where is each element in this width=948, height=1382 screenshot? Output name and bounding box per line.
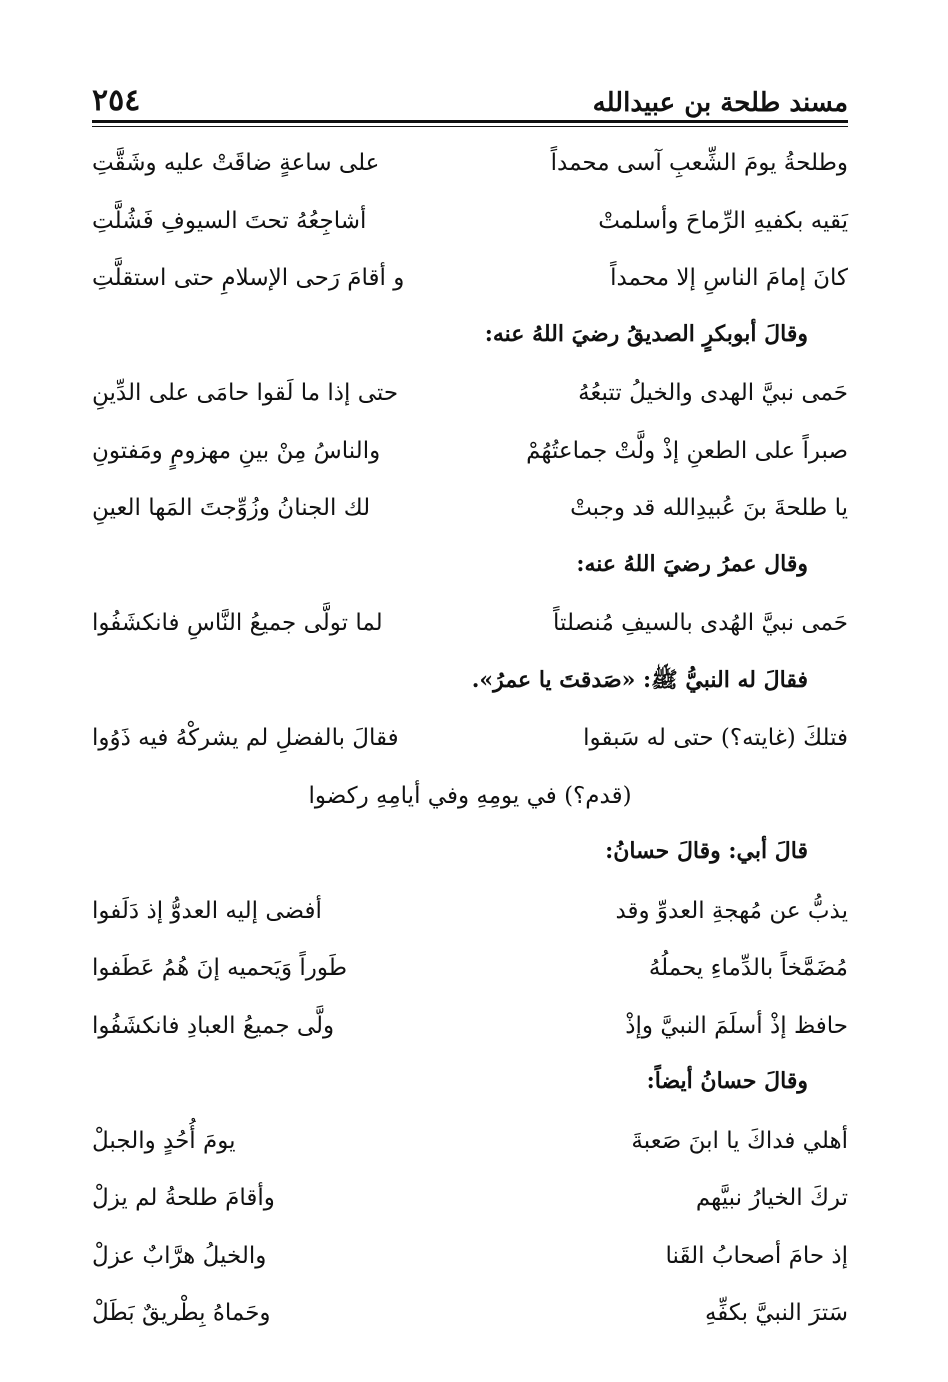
verse-first-hemistich: مُضَمَّخاً بالدِّماءِ يحملُهُ — [648, 955, 848, 981]
verse-first-hemistich: صبراً على الطعنِ إذْ ولَّتْ جماعتُهُمْ — [526, 437, 848, 464]
verse-second-hemistich: وحَماهُ بِطْريقٌ بَطَلْ — [92, 1300, 271, 1326]
verse-second-hemistich: يومَ أُحُدٍ والجبلْ — [92, 1127, 236, 1154]
centered-text: (قدم؟) في يومِهِ وفي أيامِهِ ركضوا — [308, 782, 632, 809]
centered-line — [92, 765, 848, 823]
verse-line — [92, 1110, 848, 1168]
verse-first-hemistich: تركَ الخيارُ نبيَّهم — [695, 1185, 848, 1211]
verse-second-hemistich: أشاجِعُهُ تحتَ السيوفِ فَشُلَّتِ — [92, 207, 367, 234]
verse-second-hemistich: حتى إذا ما لَقوا حامَى على الدِّينِ — [92, 380, 399, 406]
speaker-heading-line — [92, 650, 848, 708]
page-header — [92, 78, 848, 118]
speaker-heading-line — [92, 822, 848, 880]
running-head: مسند طلحة بن عبيدالله — [592, 88, 848, 118]
verse-second-hemistich: ولَّى جميعُ العبادِ فانكشَفُوا — [92, 1012, 335, 1039]
speaker-heading: وقال عمرُ رضيَ اللهُ عنه: — [576, 550, 808, 577]
header-rule — [92, 120, 848, 127]
verse-line — [92, 1282, 848, 1340]
verse-line — [92, 995, 848, 1053]
poem-body — [92, 132, 848, 1340]
verse-first-hemistich: فتلكَ (غايته؟) حتى له سَبقوا — [583, 725, 848, 751]
verse-second-hemistich: طَوراً وَيَحميه إنَ هُمُ عَطَفوا — [92, 955, 348, 981]
verse-second-hemistich: لك الجنانُ وزُوِّجتَ المَها العينِ — [92, 495, 371, 521]
verse-second-hemistich: فقالَ بالفضلِ لم يشركْهُ فيه ذَوُوا — [92, 725, 399, 751]
verse-first-hemistich: إذ حامَ أصحابُ القَنا — [665, 1242, 848, 1269]
verse-first-hemistich: حَمى نبيَّ الهُدى بالسيفِ مُنصلتاً — [553, 610, 848, 636]
verse-line — [92, 132, 848, 190]
verse-line — [92, 477, 848, 535]
verse-first-hemistich: يذبُّ عن مُهجةِ العدوِّ وقد — [615, 897, 848, 924]
verse-second-hemistich: لما تولَّى جميعُ النَّاسِ فانكشَفُوا — [92, 610, 383, 636]
speaker-heading-line — [92, 1052, 848, 1110]
verse-first-hemistich: حافظ إذْ أسلَمَ النبيَّ وإذْ — [625, 1012, 848, 1039]
verse-first-hemistich: يا طلحةَ بنَ عُبيدِالله قد وجبتْ — [570, 495, 848, 521]
verse-line — [92, 937, 848, 995]
verse-line — [92, 362, 848, 420]
verse-second-hemistich: على ساعةٍ ضاقَتْ عليه وشَقَّتِ — [92, 150, 380, 176]
verse-first-hemistich: حَمى نبيَّ الهدى والخيلُ تتبعُهُ — [578, 380, 848, 406]
verse-first-hemistich: أهلي فداكَ يا ابنَ صَعبةَ — [631, 1127, 848, 1154]
page-number: ٢٥٤ — [92, 83, 141, 118]
verse-line — [92, 247, 848, 305]
verse-first-hemistich: كانَ إمامَ الناسِ إلا محمداً — [610, 265, 848, 291]
verse-line — [92, 1167, 848, 1225]
speaker-heading: فقالَ له النبيُّ ﷺ: «صَدقتَ يا عمرُ». — [471, 666, 808, 693]
verse-second-hemistich: والخيلُ هرَّابٌ عزلْ — [92, 1242, 267, 1269]
verse-second-hemistich: و أقامَ رَحى الإسلامِ حتى استقلَّتِ — [92, 265, 405, 291]
speaker-heading: وقالَ أبوبكرٍ الصديقُ رضيَ اللهُ عنه: — [484, 320, 808, 347]
verse-first-hemistich: وطلحةُ يومَ الشِّعبِ آسى محمداً — [550, 150, 848, 176]
verse-line — [92, 1225, 848, 1283]
verse-second-hemistich: والناسُ مِنْ بينِ مهزومٍ ومَفتونِ — [92, 437, 381, 464]
speaker-heading: قالَ أبي: وقالَ حسانُ: — [605, 838, 808, 864]
verse-second-hemistich: أفضى إليه العدوُّ إذ دَلَفوا — [92, 897, 322, 924]
verse-first-hemistich: يَقيه بكفيهِ الرِّماحَ وأسلمتْ — [598, 207, 848, 234]
speaker-heading: وقالَ حسانُ أيضاً: — [646, 1068, 808, 1094]
verse-second-hemistich: وأقامَ طلحةُ لم يزلْ — [92, 1185, 275, 1211]
verse-line — [92, 880, 848, 938]
verse-first-hemistich: سَترَ النبيَّ بكفِّهِ — [704, 1300, 848, 1326]
verse-line — [92, 707, 848, 765]
speaker-heading-line — [92, 535, 848, 593]
speaker-heading-line — [92, 305, 848, 363]
verse-line — [92, 592, 848, 650]
verse-line — [92, 190, 848, 248]
verse-line — [92, 420, 848, 478]
